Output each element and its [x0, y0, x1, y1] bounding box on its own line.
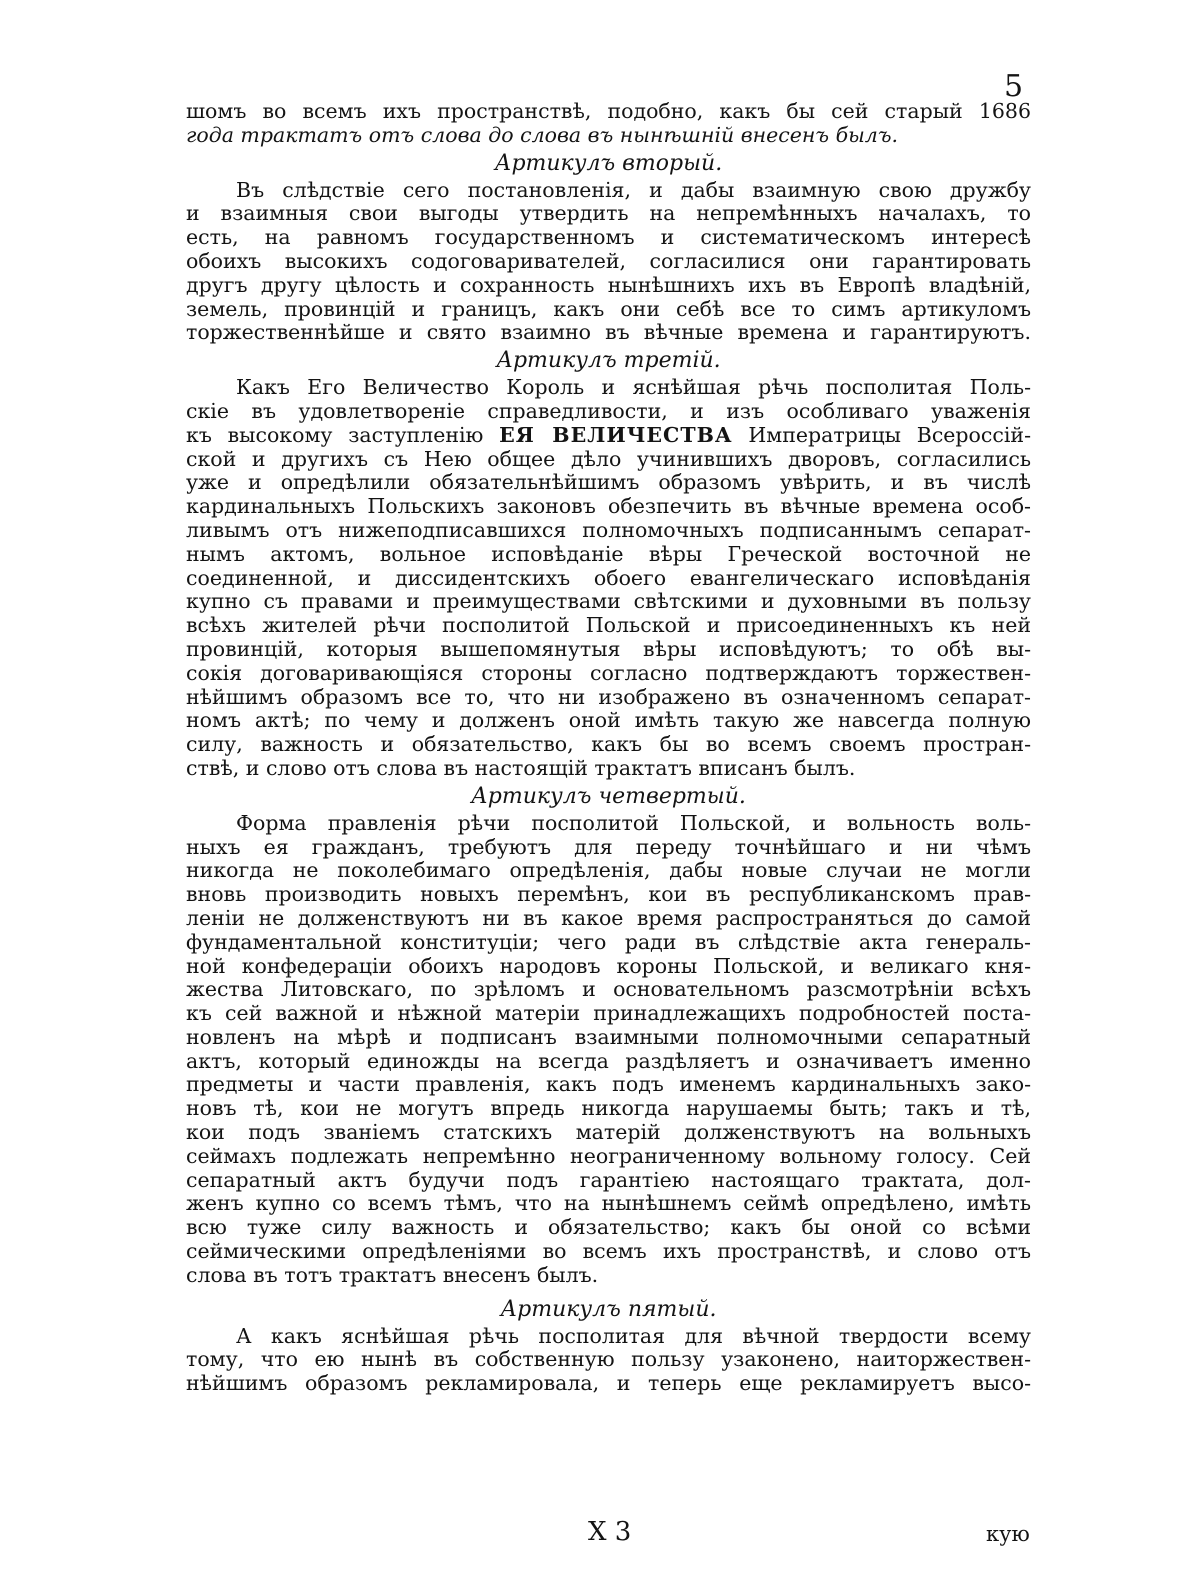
intro-line-2: года трактатъ отъ слова до слова въ нынѣшній внесенъ былъ.	[186, 123, 899, 147]
article-3-line: номъ актѣ; по чему и долженъ оной имѣть такую же навсегда полную	[186, 709, 1031, 733]
article-4-line: кои подъ званіемъ статскихъ матерій долженствуютъ на вольныхъ	[186, 1121, 1031, 1145]
article-2-heading: Артикулъ вторый.	[494, 150, 723, 176]
catchword: кую	[986, 1522, 1030, 1546]
printer-signature-mark: Х 3	[588, 1517, 632, 1547]
article-3-line: ливымъ отъ нижеподписавшихся полномочныхъ подписаннымъ сепарат-	[186, 518, 1031, 542]
article-2-line: Въ слѣдствіе сего постановленія, и дабы взаимную свою дружбу	[236, 178, 1031, 202]
article-4-line: никогда не поколебимаго опредѣленія, дабы новые случаи не могли	[186, 859, 1031, 883]
article-3-line: уже и опредѣлили обязательнѣйшимъ образомъ увѣрить, и въ числѣ	[186, 471, 1031, 495]
article-3-line: соединенной, и диссидентскихъ обоего евангелическаго исповѣданія	[186, 566, 1031, 590]
article-3-line: нымъ актомъ, вольное исповѣданіе вѣры Греческой восточной не	[186, 542, 1031, 566]
article-5-line: нѣйшимъ образомъ рекламировала, и теперь еще рекламируетъ высо-	[186, 1372, 1031, 1396]
article-4-line: новленъ на мѣрѣ и подписанъ взаимными полномочными сепаратный	[186, 1025, 1031, 1049]
article-3-line: скіе въ удовлетвореніе справедливости, и изъ особливаго уваженія	[186, 399, 1031, 423]
article-2-line: торжественнѣйше и свято взаимно въ вѣчные времена и гарантируютъ.	[186, 321, 1031, 345]
article-3-line: ствѣ, и слово отъ слова въ настоящій трактатъ вписанъ былъ.	[186, 756, 856, 780]
article-4-line: предметы и части правленія, какъ подъ именемъ кардинальныхъ зако-	[186, 1073, 1031, 1097]
article-3-line: Какъ Его Величество Король и яснѣйшая рѣчь посполитая Поль-	[236, 376, 1031, 400]
article-3-line: ской и другихъ съ Нею общее дѣло учинившихъ дворовъ, согласились	[186, 447, 1031, 471]
article-3-text: къ высокому заступленію	[186, 423, 500, 447]
article-3-line: всѣхъ жителей рѣчи посполитой Польской и присоединенныхъ къ ней	[186, 614, 1031, 638]
majesty-title: ЕЯ ВЕЛИЧЕСТВА	[499, 423, 733, 447]
article-3-text: Императрицы Всероссій-	[732, 423, 1031, 447]
article-2-line: земель, провинцій и границъ, какъ они себѣ все то симъ артикуломъ	[186, 297, 1031, 321]
article-4-line: новъ тѣ, кои не могутъ впредь никогда нарушаемы быть; такъ и тѣ,	[186, 1097, 1031, 1121]
article-3-line: сокія договаривающіяся стороны согласно подтверждаютъ торжествен-	[186, 661, 1031, 685]
article-4-line: жества Литовскаго, по зрѣломъ и основательномъ разсмотрѣніи всѣхъ	[186, 978, 1031, 1002]
page-number: 5	[1004, 69, 1024, 104]
article-4-line: леніи не долженствуютъ ни въ какое время распространяться до самой	[186, 906, 1031, 930]
article-3-line: провинцій, которыя вышепомянутыя вѣры исповѣдуютъ; то обѣ вы-	[186, 637, 1031, 661]
article-4-line: сепаратный актъ будучи подъ гарантіею настоящаго трактата, дол-	[186, 1168, 1031, 1192]
article-3-line	[186, 424, 1031, 448]
article-4-heading: Артикулъ четвертый.	[471, 783, 746, 809]
article-4-line: слова въ тотъ трактатъ внесенъ былъ.	[186, 1263, 599, 1287]
article-3-heading: Артикулъ третій.	[496, 348, 721, 374]
article-4-line: къ сей важной и нѣжной матеріи принадлежащихъ подробностей поста-	[186, 1002, 1031, 1026]
article-3-line: силу, важность и обязательство, какъ бы во всемъ своемъ простран-	[186, 733, 1031, 757]
article-4-line: фундаментальной конституціи; чего ради въ слѣдствіе акта генераль-	[186, 930, 1031, 954]
article-4-line: ныхъ ея гражданъ, требуютъ для переду точнѣйшаго и ни чѣмъ	[186, 835, 1031, 859]
article-4-line: женъ купно со всемъ тѣмъ, что на нынѣшнемъ сеймѣ опредѣлено, имѣть	[186, 1192, 1031, 1216]
article-3-line: купно съ правами и преимуществами свѣтскими и духовными въ пользу	[186, 590, 1031, 614]
article-4-line: сеймическими опредѣленіями во всемъ ихъ пространствѣ, и слово отъ	[186, 1240, 1031, 1264]
article-2-line: есть, на равномъ государственномъ и систематическомъ интересѣ	[186, 226, 1031, 250]
article-2-line: другъ другу цѣлость и сохранность нынѣшнихъ ихъ въ Европѣ владѣній,	[186, 273, 1031, 297]
intro-line-1: шомъ во всемъ ихъ пространствѣ, подобно, какъ бы сей старый 1686	[186, 100, 1031, 123]
article-4-line: ной конфедераціи обоихъ народовъ короны Польской, и великаго кня-	[186, 954, 1031, 978]
body-text	[186, 100, 1031, 1396]
article-4-line: сеймахъ подлежать непремѣнно неограниченному вольному голосу. Сей	[186, 1144, 1031, 1168]
article-5-heading: Артикулъ пятый.	[500, 1296, 717, 1322]
article-2-line: и взаимныя свои выгоды утвердить на непремѣнныхъ началахъ, то	[186, 202, 1031, 226]
article-4-line: вновь производить новыхъ перемѣнъ, кои въ республиканскомъ прав-	[186, 883, 1031, 907]
article-4-line: Форма правленія рѣчи посполитой Польской, и вольность воль-	[236, 811, 1031, 835]
article-4-line: всю туже силу важность и обязательство; какъ бы оной со всѣми	[186, 1216, 1031, 1240]
article-2-line: обоихъ высокихъ содоговаривателей, согласилися они гарантировать	[186, 249, 1031, 273]
article-3-line: нѣйшимъ образомъ все то, что ни изображено въ означенномъ сепарат-	[186, 685, 1031, 709]
article-5-line: А какъ яснѣйшая рѣчь посполитая для вѣчной твердости всему	[236, 1324, 1031, 1348]
article-4-line: актъ, который единожды на всегда раздѣляетъ и означиваетъ именно	[186, 1049, 1031, 1073]
article-5-line: тому, что ею нынѣ въ собственную пользу узаконено, наиторжествен-	[186, 1348, 1031, 1372]
article-3-line: кардинальныхъ Польскихъ законовъ обезпечить въ вѣчные времена особ-	[186, 495, 1031, 519]
